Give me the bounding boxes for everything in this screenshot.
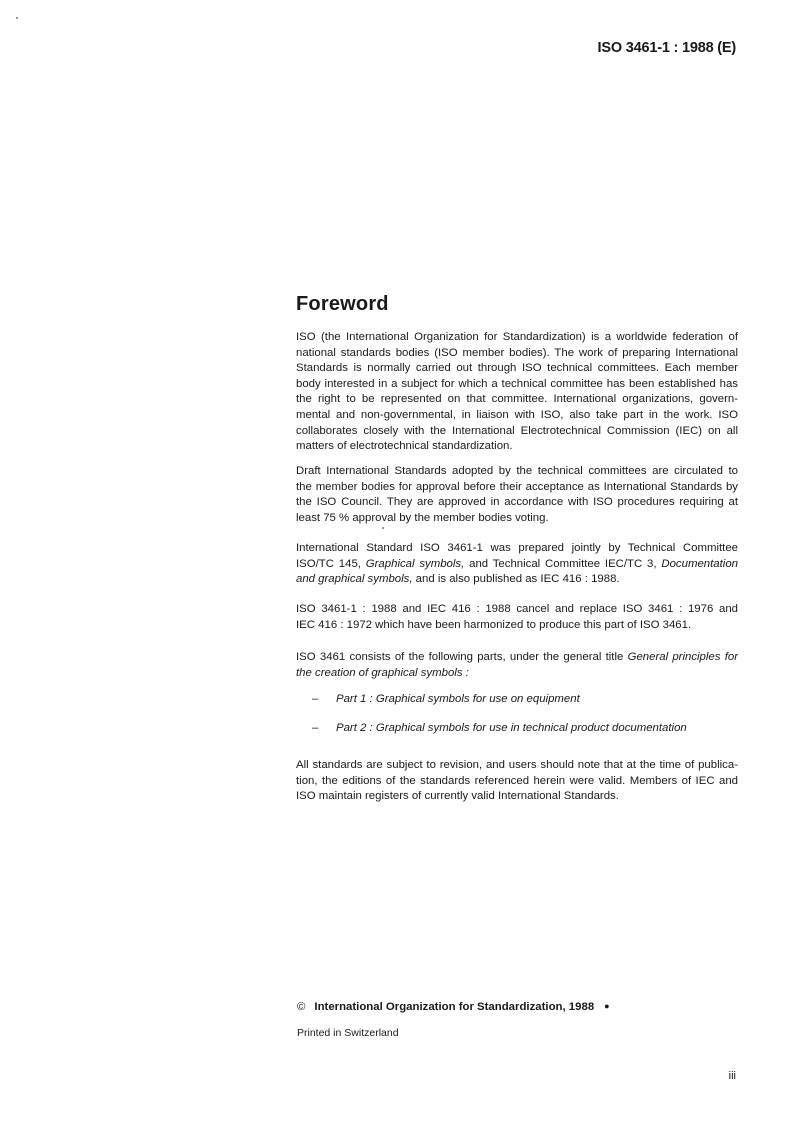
foreword-heading: Foreword	[296, 293, 389, 315]
text-line: the right to be represented on that committee. International organizations, govern-	[296, 393, 738, 406]
text-run: and Technical Committee IEC/TC 3,	[464, 557, 662, 570]
foreword-paragraph-3	[296, 541, 738, 588]
copyright-text: International Organization for Standardization, 1988	[314, 1001, 595, 1013]
part-title: Part 2 : Graphical symbols for use in technical product documentation	[336, 722, 687, 734]
text-line: the ISO Council. They are approved in accordance with ISO procedures requiring at	[296, 496, 738, 509]
foreword-paragraph-6	[296, 758, 738, 805]
text-line: IEC 416 : 1972 which have been harmonized to produce this part of ISO 3461.	[296, 618, 692, 631]
committee-title: Documentation	[661, 557, 738, 570]
text-run: and is also published as IEC 416 : 1988.	[412, 573, 620, 586]
general-title: General principles for	[627, 651, 738, 663]
text-line: ISO maintain registers of currently valid International Standards.	[296, 790, 619, 803]
foreword-paragraph-2	[296, 464, 738, 526]
text-line: Standards is normally carried out through ISO technical committees. Each member	[296, 362, 738, 375]
text-line: least 75 % approval by the member bodies voting.	[296, 511, 549, 524]
text-line	[296, 557, 738, 573]
text-line: ISO (the International Organization for Standardization) is a worldwide federation of	[296, 331, 738, 343]
foreword-paragraph-4	[296, 602, 738, 633]
text-line: All standards are subject to revision, and users should note that at the time of publica-	[296, 759, 738, 771]
text-line	[296, 650, 738, 666]
part-list-item	[312, 692, 580, 708]
printed-in: Printed in Switzerland	[297, 1027, 399, 1039]
text-line: mental and non-governmental, in liaison with ISO, also take part in the work. ISO	[296, 408, 738, 421]
foreword-paragraph-5	[296, 650, 738, 681]
text-line: matters of electrotechnical standardization.	[296, 440, 513, 453]
page-number: iii	[728, 1070, 736, 1082]
text-line: national standards bodies (ISO member bodies). The work of preparing International	[296, 346, 738, 359]
text-run: ISO/TC 145,	[296, 557, 366, 570]
text-line: tion, the editions of the standards referenced herein were valid. Members of IEC and	[296, 774, 738, 787]
text-line: the member bodies for approval before their acceptance as International Standards by	[296, 480, 738, 493]
bullet-icon: ●	[604, 1001, 610, 1011]
copyright-icon: ©	[297, 1001, 306, 1013]
text-line: ISO 3461-1 : 1988 and IEC 416 : 1988 cancel and replace ISO 3461 : 1976 and	[296, 603, 738, 615]
text-run: ISO 3461 consists of the following parts, under the general title	[296, 651, 628, 663]
list-dash: –	[312, 722, 319, 734]
text-line: collaborates closely with the International Electrotechnical Commission (IEC) on all	[296, 424, 738, 437]
list-dash: –	[312, 693, 319, 705]
committee-title: Graphical symbols,	[365, 557, 465, 570]
scan-speck	[16, 17, 18, 19]
part-list-item	[312, 721, 687, 737]
part-title: Part 1 : Graphical symbols for use on equipment	[336, 693, 580, 705]
general-title: the creation of graphical symbols :	[296, 666, 469, 679]
copyright-notice	[297, 1001, 610, 1013]
text-line: International Standard ISO 3461-1 was prepared jointly by Technical Committee	[296, 542, 738, 554]
scan-speck	[382, 527, 384, 529]
text-line	[296, 572, 738, 588]
committee-title: and graphical symbols,	[296, 573, 413, 586]
standard-designation: ISO 3461-1 : 1988 (E)	[597, 40, 736, 56]
text-line: Draft International Standards adopted by the technical committees are circulated to	[296, 465, 738, 477]
foreword-paragraph-1	[296, 330, 738, 455]
text-line: body interested in a subject for which a technical committee has been established has	[296, 377, 738, 390]
